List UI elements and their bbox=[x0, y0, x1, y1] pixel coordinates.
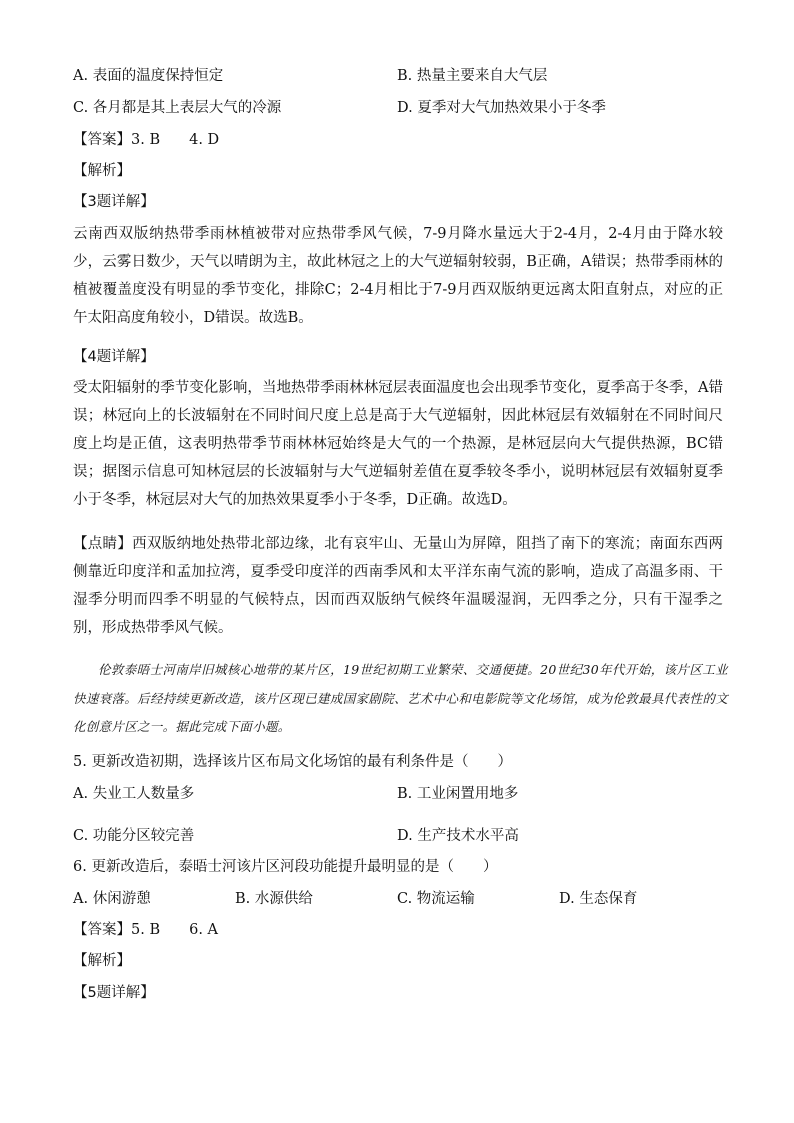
answer-text: 3. B 4. D bbox=[131, 132, 220, 148]
q6-stem: 6. 更新改造后，泰晤士河该片区河段功能提升最明显的是（ ） bbox=[73, 859, 498, 875]
analysis-heading: 【解析】 bbox=[73, 163, 131, 179]
q5-heading: 【5题详解】 bbox=[73, 985, 155, 1001]
q4-heading: 【4题详解】 bbox=[73, 349, 155, 365]
option-c: C. 各月都是其上表层大气的冷源 bbox=[73, 100, 282, 116]
q4-explanation: 受太阳辐射的季节变化影响，当地热带季雨林林冠层表面温度也会出现季节变化，夏季高于冬季，A错误；林冠向上的长波辐射在不同时间尺度上总是高于大气逆辐射，因此林冠层有效辐射在不同时间尺度上均是正值，这表明热带季节雨林林冠始终是大气的一个热源，是林冠层向大气提供热源，BC错误；据图示信息可知林冠层的长波辐射与大气逆辐射差值在夏季较冬季小，说明林冠层有效辐射夏季小于冬季，林冠层对大气的加热效果夏季小于冬季，D正确。故选D。 bbox=[73, 380, 723, 508]
answer-text: 5. B 6. A bbox=[131, 922, 219, 938]
answer-line-1 bbox=[73, 130, 219, 150]
q6-option-c: C. 物流运输 bbox=[397, 891, 475, 907]
tip-text: 西双版纳地处热带北部边缘，北有哀牢山、无量山为屏障，阻挡了南下的寒流；南面东西两侧靠近印度洋和孟加拉湾，夏季受印度洋的西南季风和太平洋东南气流的影响，造成了高温多雨、干湿季分明而四季不明显的气候特点，因而西双版纳气候终年温暖湿润，无四季之分，只有干湿季之别，形成热带季风气候。 bbox=[73, 536, 724, 636]
analysis-heading: 【解析】 bbox=[73, 953, 131, 969]
q3-heading: 【3题详解】 bbox=[73, 194, 155, 210]
q5-option-c: C. 功能分区较完善 bbox=[73, 828, 195, 844]
answer-label: 【答案】 bbox=[73, 922, 131, 938]
q5-option-b: B. 工业闲置用地多 bbox=[397, 786, 519, 802]
q5-option-d: D. 生产技术水平高 bbox=[397, 828, 519, 844]
q6-option-b: B. 水源供给 bbox=[235, 891, 313, 907]
answer-line-2 bbox=[73, 920, 218, 940]
q6-option-d: D. 生态保育 bbox=[559, 891, 638, 907]
answer-label: 【答案】 bbox=[73, 132, 131, 148]
q6-option-a: A. 休闲游憩 bbox=[73, 891, 151, 907]
option-d: D. 夏季对大气加热效果小于冬季 bbox=[397, 100, 606, 116]
option-b: B. 热量主要来自大气层 bbox=[397, 68, 548, 84]
tip-label: 【点睛】 bbox=[73, 536, 133, 552]
reading-passage: 伦敦泰晤士河南岸旧城核心地带的某片区，19世纪初期工业繁荣、交通便捷。20世纪30年代开始，该片区工业快速衰落。后经持续更新改造，该片区现已建成国家剧院、艺术中心和电影院等文化场馆，成为伦敦最具代表性的文化创意片区之一。据此完成下面小题。 bbox=[73, 662, 728, 734]
option-a: A. 表面的温度保持恒定 bbox=[73, 68, 224, 84]
q3-explanation: 云南西双版纳热带季雨林植被带对应热带季风气候，7-9月降水量远大于2-4月，2-4月由于降水较少，云雾日数少，天气以晴朗为主，故此林冠之上的大气逆辐射较弱，B正确，A错误；热带季雨林的植被覆盖度没有明显的季节变化，排除C；2-4月相比于7-9月西双版纳更远离太阳直射点，对应的正午太阳高度角较小，D错误。故选B。 bbox=[73, 226, 723, 326]
tip-paragraph bbox=[73, 530, 723, 650]
q5-stem: 5. 更新改造初期，选择该片区布局文化场馆的最有利条件是（ ） bbox=[73, 754, 512, 770]
q5-option-a: A. 失业工人数量多 bbox=[73, 786, 195, 802]
